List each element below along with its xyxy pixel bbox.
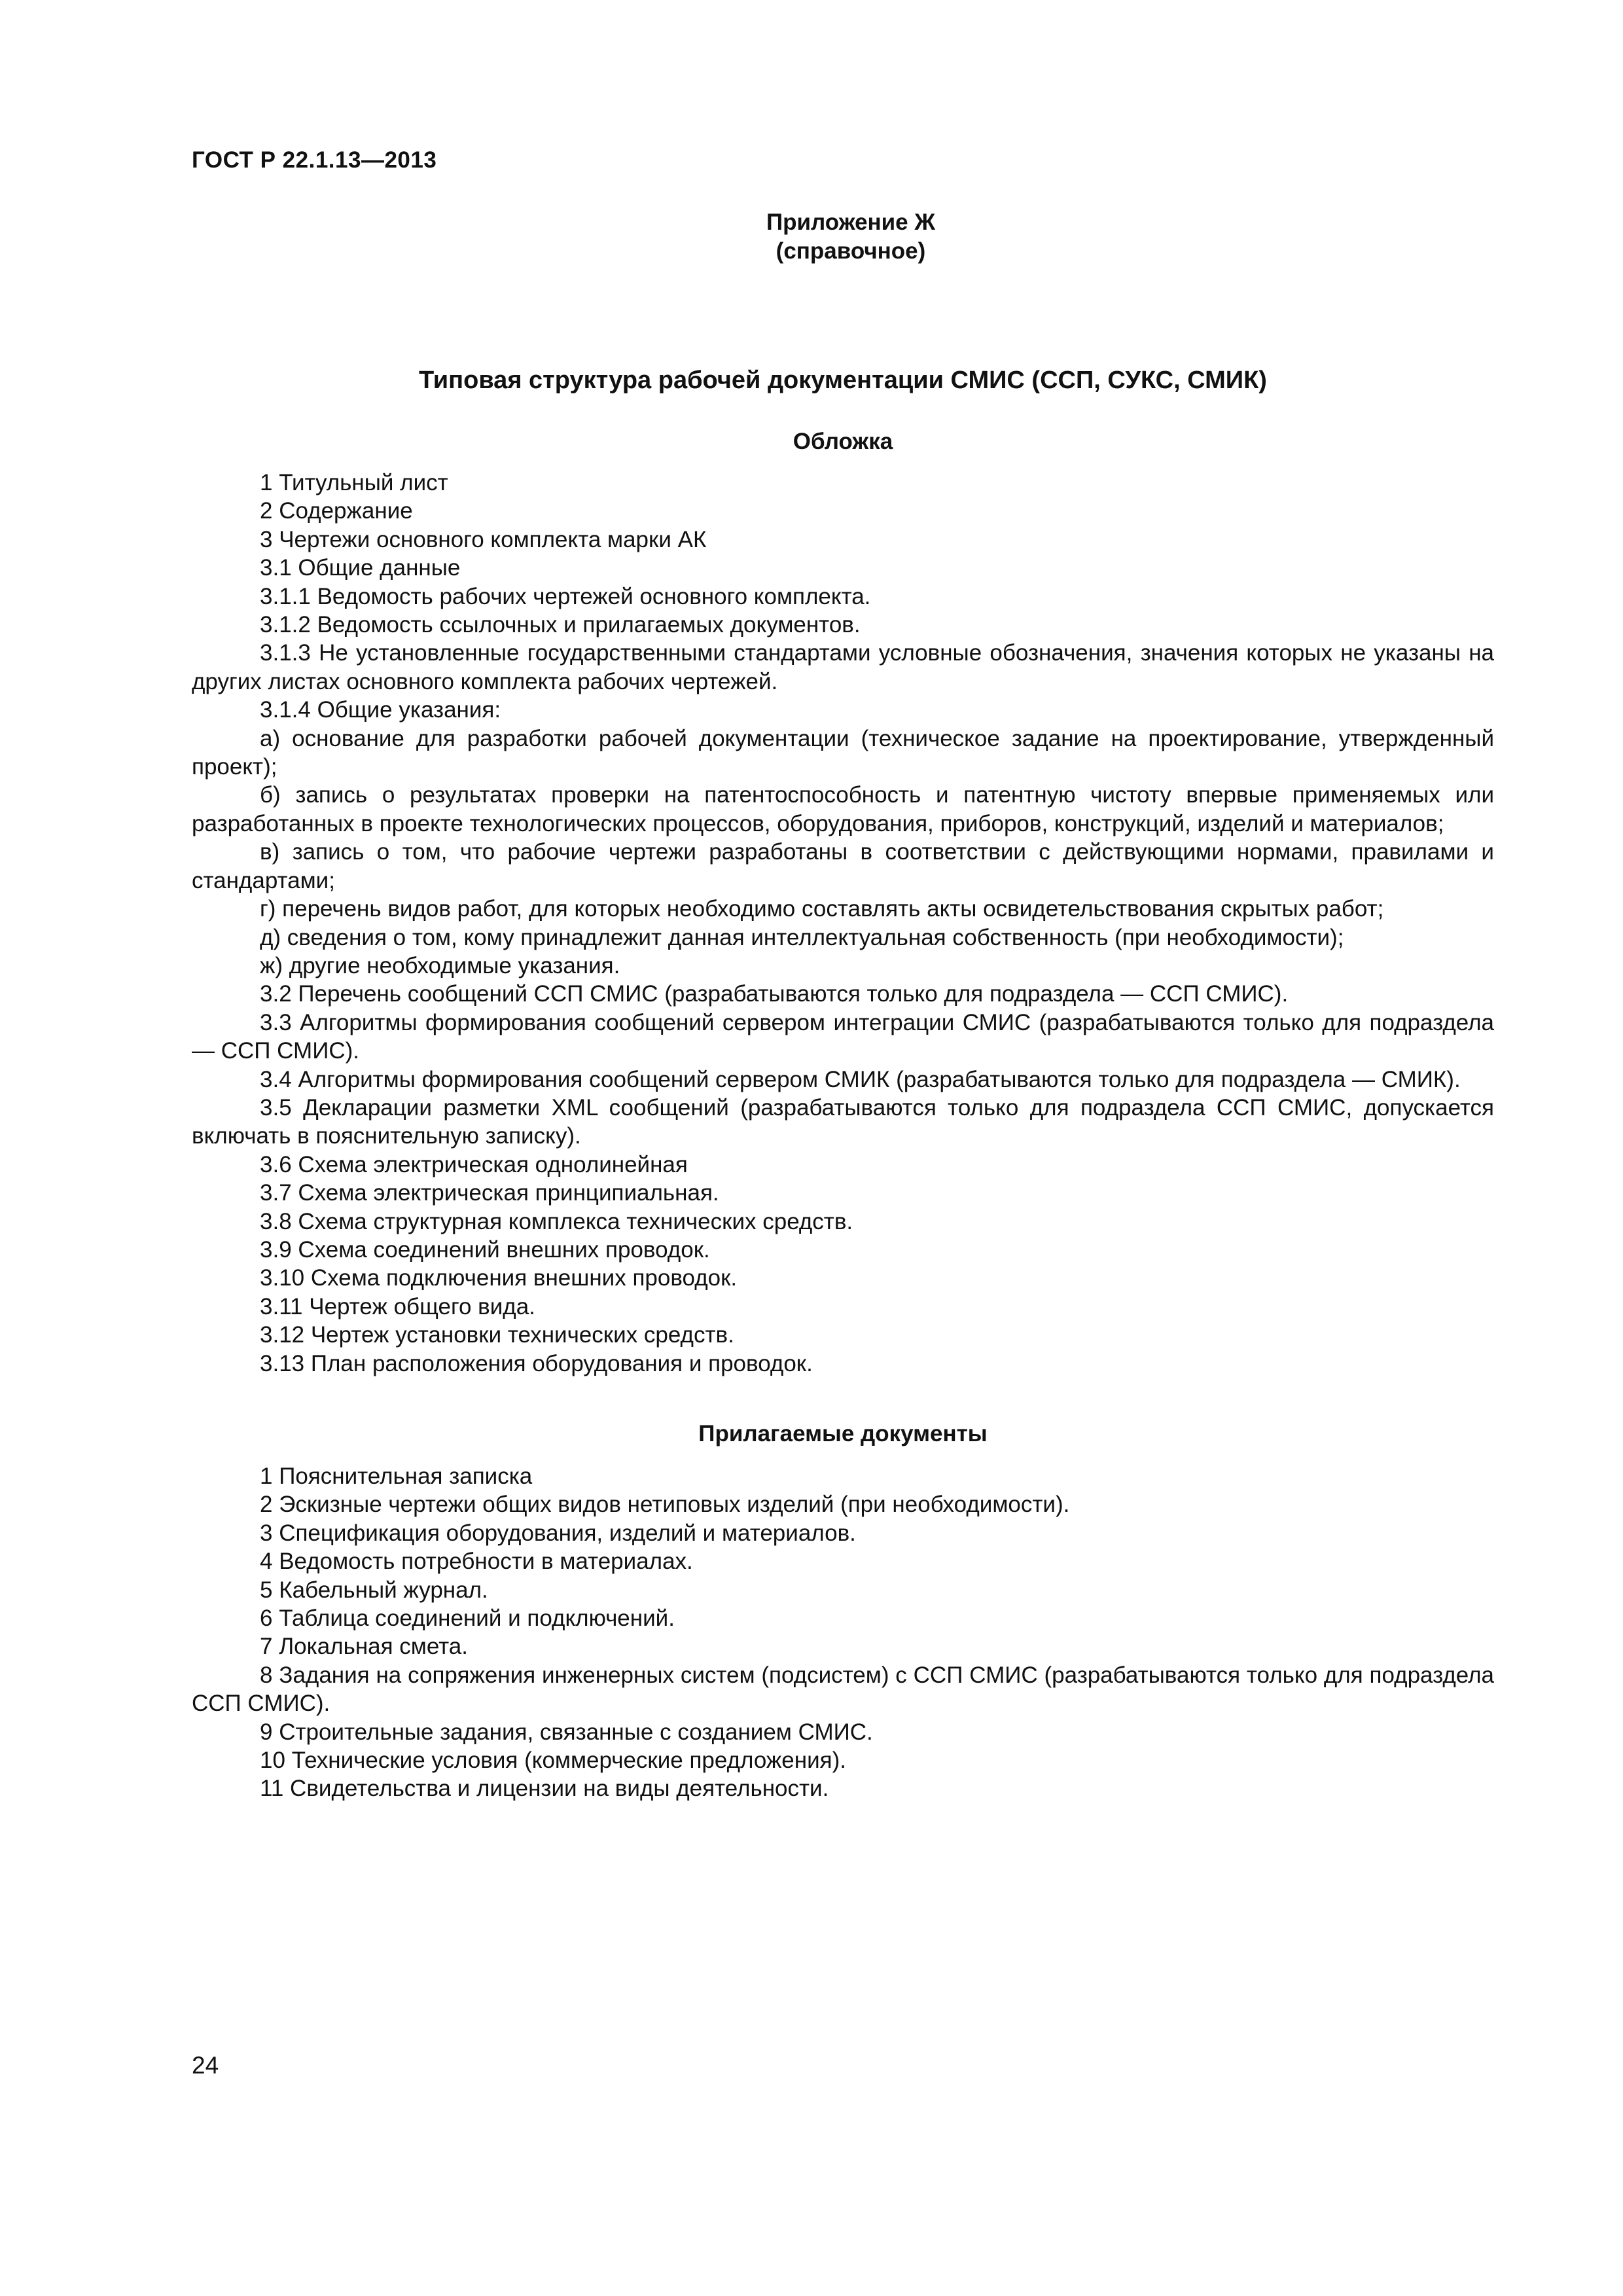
list-item: 10 Технические условия (коммерческие предложения). [260, 1748, 846, 1774]
list-item: 3.2 Перечень сообщений ССП СМИС (разрабатываются только для подраздела — ССП СМИС). [260, 981, 1289, 1007]
list-item: 3.5 Декларации разметки XML сообщений (разрабатываются только для подраздела ССП СМИС, допускается включать в пояснительную записку). [192, 1094, 1494, 1149]
list-item: 6 Таблица соединений и подключений. [260, 1605, 675, 1632]
cover-section-list [192, 469, 1494, 1378]
cover-section-heading: Обложка [793, 429, 893, 454]
list-item: 2 Содержание [260, 498, 413, 524]
list-item: 9 Строительные задания, связанные с созданием СМИС. [260, 1719, 873, 1745]
list-item: 3.3 Алгоритмы формирования сообщений сервером интеграции СМИС (разрабатываются только для подраздела — ССП СМИС). [192, 1009, 1494, 1064]
list-item: 3.10 Схема подключения внешних проводок. [260, 1265, 738, 1291]
list-item: 5 Кабельный журнал. [260, 1577, 488, 1603]
list-item: 3.12 Чертеж установки технических средств. [260, 1322, 734, 1348]
list-item: 3.1.3 Не установленные государственными стандартами условные обозначения, значения которых не указаны на других листах основного комплекта рабочих чертежей. [192, 640, 1494, 694]
list-item: 3 Чертежи основного комплекта марки АК [260, 526, 707, 552]
list-item: 3.1.1 Ведомость рабочих чертежей основного комплекта. [260, 583, 871, 609]
appendix-label: Приложение Ж [766, 209, 936, 235]
list-item: 3.13 План расположения оборудования и проводок. [260, 1350, 813, 1376]
list-item: 8 Задания на сопряжения инженерных систем (подсистем) с ССП СМИС (разрабатываются только для подраздела ССП СМИС). [192, 1662, 1494, 1717]
list-item: 3.8 Схема структурная комплекса технических средств. [260, 1208, 853, 1234]
list-item: ж) другие необходимые указания. [260, 952, 620, 978]
list-item: 4 Ведомость потребности в материалах. [260, 1549, 693, 1575]
list-item: 2 Эскизные чертежи общих видов нетиповых изделий (при необходимости). [260, 1492, 1070, 1518]
attached-section-list [192, 1462, 1494, 1803]
document-title: Типовая структура рабочей документации СМИС (ССП, СУКС, СМИК) [419, 367, 1267, 394]
document-code: ГОСТ Р 22.1.13—2013 [192, 147, 437, 173]
list-item: а) основание для разработки рабочей документации (техническое задание на проектирование, утвержденный проект); [192, 725, 1494, 780]
page-number: 24 [192, 2052, 219, 2079]
list-item: 1 Пояснительная записка [260, 1463, 533, 1489]
list-item: 3.11 Чертеж общего вида. [260, 1293, 535, 1319]
appendix-type: (справочное) [776, 238, 926, 264]
list-item: 3.9 Схема соединений внешних проводок. [260, 1236, 710, 1263]
list-item: 7 Локальная смета. [260, 1634, 468, 1660]
attached-section-heading: Прилагаемые документы [698, 1421, 988, 1446]
list-item: 3 Спецификация оборудования, изделий и материалов. [260, 1520, 856, 1546]
list-item: 3.1.4 Общие указания: [260, 697, 501, 723]
list-item: 1 Титульный лист [260, 470, 448, 495]
list-item: 3.6 Схема электрическая однолинейная [260, 1151, 688, 1177]
list-item: б) запись о результатах проверки на патентоспособность и патентную чистоту впервые применяемых или разработанных в проекте технологических процессов, оборудования, приборов, конструкций, изделий и материалов; [192, 782, 1494, 836]
list-item: 3.4 Алгоритмы формирования сообщений сервером СМИК (разрабатываются только для подраздела — СМИК). [260, 1066, 1461, 1092]
list-item: 3.1.2 Ведомость ссылочных и прилагаемых документов. [260, 612, 861, 638]
list-item: в) запись о том, что рабочие чертежи разработаны в соответствии с действующими нормами, правилами и стандартами; [192, 839, 1494, 893]
list-item: 3.1 Общие данные [260, 555, 461, 581]
list-item: д) сведения о том, кому принадлежит данная интеллектуальная собственность (при необходимости); [260, 924, 1344, 950]
list-item: 3.7 Схема электрическая принципиальная. [260, 1180, 719, 1206]
list-item: 11 Свидетельства и лицензии на виды деятельности. [260, 1776, 829, 1802]
list-item: г) перечень видов работ, для которых необходимо составлять акты освидетельствования скрытых работ; [260, 896, 1384, 922]
